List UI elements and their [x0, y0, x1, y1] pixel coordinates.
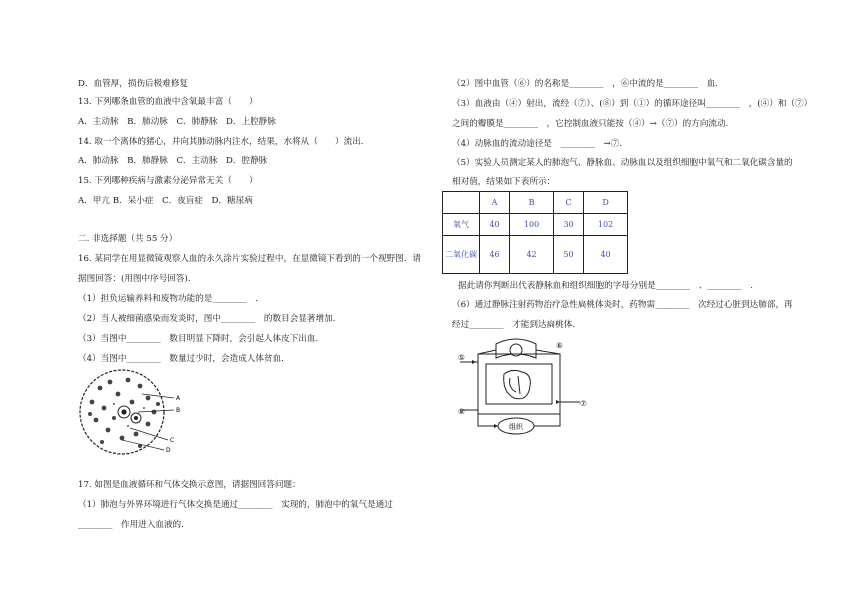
q12-option-d: D．血管厚，损伤后极难修复: [78, 79, 189, 89]
table-row: [443, 214, 628, 236]
fig1-label-c: C: [170, 437, 175, 444]
table-cell: 46: [480, 236, 510, 274]
diagram-label-6: ⑥: [556, 341, 563, 350]
table-header-cell: B: [510, 192, 554, 214]
microscope-blood-smear-figure: [78, 368, 188, 458]
diagram-label-tissue: 组织: [509, 423, 523, 431]
q16-part3: （3）当图中________ 数目明显下降时，会引起人体皮下出血.: [78, 334, 319, 344]
q17-part4: （4）动脉血的流动途径是 ________ →⑦.: [452, 139, 623, 149]
q17-part5-question: 据此请你判断出代表静脉血和组织细胞的字母分别是________ 、________ .: [458, 281, 753, 291]
table-header-cell: A: [480, 192, 510, 214]
q17-part1-line2: ________ 作用进入血液的.: [78, 520, 184, 530]
table-header-row: [443, 192, 628, 214]
table-cell: 40: [584, 236, 628, 274]
fig1-label-a: A: [176, 395, 181, 402]
table-header-cell: C: [553, 192, 583, 214]
fig1-label-b: B: [176, 407, 181, 414]
q16-part4: （4）当图中________ 数量过少时，会造成人体贫血.: [78, 354, 284, 364]
q13-stem: 13. 下列哪条血管的血液中含氧最丰富（ ）: [78, 97, 258, 107]
section-heading-non-choice: 二. 非选择题（共 55 分）: [78, 234, 178, 244]
q17-part3-line1: （3）血液由（④）射出，流经（⑦）、(⑧）到（①）的循环途径叫________ ，(④）和（⑦）: [452, 99, 813, 109]
table-cell: 102: [584, 214, 628, 236]
table-header-cell: [443, 192, 480, 214]
table-row-label: 二氧化碳: [443, 236, 480, 274]
diagram-label-5: ⑤: [458, 353, 465, 362]
fig1-label-d: D: [166, 447, 171, 454]
diagram-label-7: ⑦: [580, 399, 587, 408]
gas-content-table: [442, 191, 628, 274]
q17-part6-line1: （6）通过静脉注射药物治疗急性扁桃体炎时，药物需________ 次经过心脏到达肺部，再: [452, 300, 793, 310]
table-cell: 30: [553, 214, 583, 236]
table-cell: 50: [553, 236, 583, 274]
table-cell: 40: [480, 214, 510, 236]
table-row-label: 氧气: [443, 214, 480, 236]
table-row: [443, 236, 628, 274]
q13-options: A．主动脉 B．肺动脉 C．肺静脉 D．上腔静脉: [78, 117, 276, 127]
q15-stem: 15. 下列哪种疾病与激素分泌异常无关（ ）: [78, 176, 258, 186]
table-cell: 100: [510, 214, 554, 236]
table-cell: 42: [510, 236, 554, 274]
q17-part3-line2: 之间的瓣膜是________ ，它控制血液只能按（④）→（⑦）的方向流动.: [452, 119, 729, 129]
diagram-label-8: ⑧: [458, 407, 465, 416]
q17-part2: （2）图中血管（⑥）的名称是________ ，⑥中流的是________ 血.: [452, 79, 719, 89]
q16-stem-line1: 16. 某同学在用显微镜观察人血的永久涂片实验过程中，在显微镜下看到的一个视野图．请: [78, 254, 421, 264]
q16-stem-line2: 据图回答：(用图中序号回答).: [78, 274, 191, 284]
q17-stem: 17. 如图是血液循环和气体交换示意图，请据图回答问题：: [78, 480, 301, 490]
q17-part5-line2: 相对值，结果如下表所示：: [452, 177, 556, 187]
q17-part6-line2: 经过________ 才能到达扁桃体.: [452, 320, 576, 330]
q16-part1: （1）担负运输养料和废物功能的是________ ．: [78, 294, 264, 304]
q17-part5-line1: （5）实验人员测定某人的肺泡气、静脉血、动脉血以及组织细胞中氧气和二氧化碳含量的: [452, 158, 793, 168]
q14-stem: 14. 取一个离体的猪心，并向其肺动脉内注水，结果，水将从（ ）流出.: [78, 137, 364, 147]
table-header-cell: D: [584, 192, 628, 214]
q15-options: A．甲亢 B．呆小症 C．夜盲症 D．糖尿病: [78, 196, 253, 206]
q14-options: A．肺动脉 B．肺静脉 C．主动脉 D．腔静脉: [78, 156, 268, 166]
q17-part1-line1: （1）肺泡与外界环境进行气体交换是通过________ 实现的，肺泡中的氧气是通过: [78, 500, 393, 510]
q16-part2: （2）当人被细菌感染而发炎时，图中________ 的数目会显著增加.: [78, 314, 336, 324]
blood-circulation-diagram: [456, 336, 596, 440]
